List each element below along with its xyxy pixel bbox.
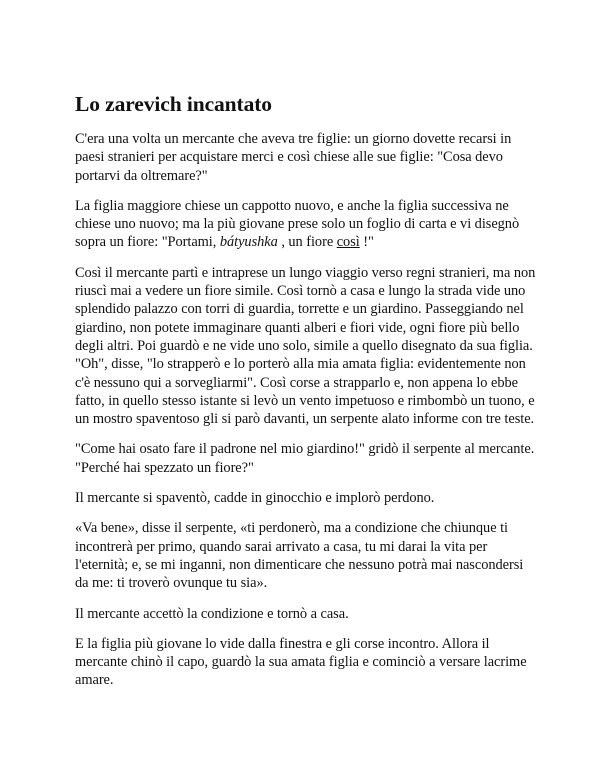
paragraph-3: Così il mercante partì e intraprese un lungo viaggio verso regni stranieri, ma non riuscì mai a vedere un fiore simile. Così tornò a casa e lungo la strada vide uno splendido palazzo con torri di guardia, torrette e un giardino. Passeggiando nel giardino, non potete immaginare quanti alberi e fiori vide, ogni fiore più bello degli altri. Poi guardò e ne vide uno solo, simile a quello disegnato da sua figlia. "Oh", disse, "lo strapperò e lo porterò alla mia amata figlia: evidentemente non c'è nessuno qui a sorvegliarmi". Così corse a strapparlo e, non appena lo ebbe fatto, in quello stesso istante si levò un vento impetuoso e rimbombò un tuono, e un mostro spaventoso gli si parò davanti, un serpente alato informe con tre teste. bbox=[75, 264, 536, 428]
paragraph-5: Il mercante si spaventò, cadde in ginocchio e implorò perdono. bbox=[75, 490, 435, 507]
document-title: Lo zarevich incantato bbox=[75, 92, 272, 116]
paragraph-2 bbox=[75, 197, 537, 252]
paragraph-2-text-start: La figlia maggiore chiese un cappotto nuovo, e anche la figlia successiva ne chiese uno nuovo; ma la più giovane prese solo un foglio di carta e vi disegnò sopra un fiore: "Portami, bbox=[75, 197, 520, 251]
paragraph-2-text-end: !" bbox=[359, 234, 374, 251]
italic-word: bátyushka bbox=[219, 234, 278, 251]
paragraph-8: E la figlia più giovane lo vide dalla finestra e gli corse incontro. Allora il mercante chinò il capo, guardò la sua amata figlia e cominciò a versare lacrime amare. bbox=[75, 635, 527, 689]
paragraph-7: Il mercante accettò la condizione e tornò a casa. bbox=[75, 605, 349, 622]
paragraph-6: «Va bene», disse il serpente, «ti perdonerò, ma a condizione che chiunque ti incontrerà per primo, quando sarai arrivato a casa, tu mi darai la vita per l'eternità; e, se mi inganni, non dimenticare che nessuno potrà mai nascondersi da me: ti troverò ovunque tu sia». bbox=[75, 520, 524, 592]
paragraph-1: C'era una volta un mercante che aveva tre figlie: un giorno dovette recarsi in paesi stranieri per acquistare merci e così chiese alle sue figlie: "Cosa devo portarvi da oltremare?" bbox=[75, 131, 512, 184]
underlined-word: così bbox=[336, 234, 360, 251]
document-page bbox=[75, 92, 537, 702]
paragraph-2-text-middle: , un fiore bbox=[277, 234, 337, 251]
paragraph-4: "Come hai osato fare il padrone nel mio giardino!" gridò il serpente al mercante. "Perché hai spezzato un fiore?" bbox=[75, 441, 535, 476]
